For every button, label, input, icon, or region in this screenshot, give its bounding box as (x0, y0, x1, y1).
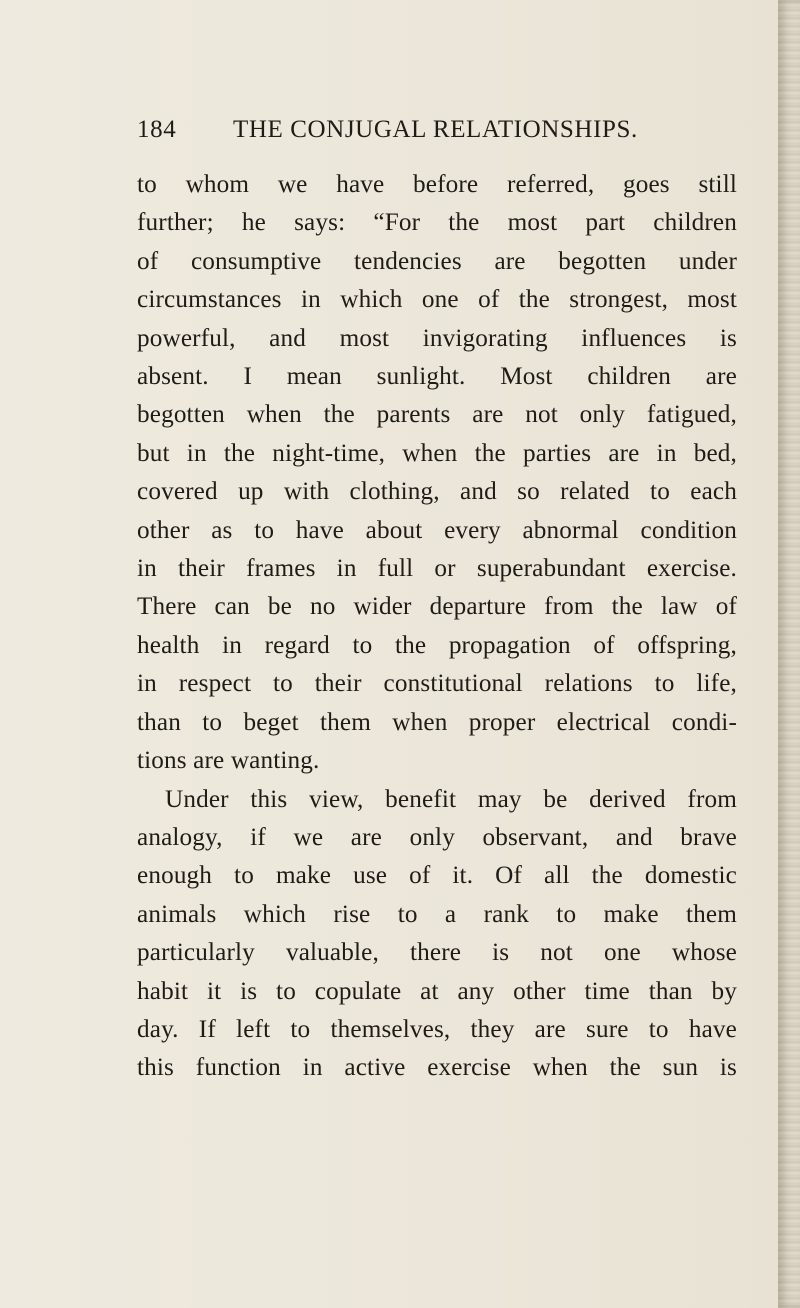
page-edge (778, 0, 800, 1308)
text-line: further; he says: “For the most part children (137, 209, 737, 237)
paragraph-2 (137, 781, 737, 1088)
text-line: than to beget them when proper electrical condi- (137, 708, 737, 736)
body-text (137, 166, 737, 1088)
text-line: begotten when the parents are not only fatigued, (137, 401, 737, 429)
page-number: 184 (137, 116, 177, 143)
text-line: absent. I mean sunlight. Most children are (137, 363, 737, 391)
text-line: of consumptive tendencies are begotten under (137, 247, 737, 275)
text-line: in their frames in full or superabundant exercise. (137, 555, 737, 583)
text-line: circumstances in which one of the strongest, most (137, 286, 737, 314)
text-line: in respect to their constitutional relations to life, (137, 670, 737, 698)
running-title: THE CONJUGAL RELATIONSHIPS. (233, 116, 638, 143)
text-line: health in regard to the propagation of offspring, (137, 631, 737, 659)
text-line: There can be no wider departure from the law of (137, 593, 737, 621)
text-line: enough to make use of it. Of all the domestic (137, 862, 737, 890)
text-line: this function in active exercise when the sun is (137, 1054, 737, 1082)
text-line: analogy, if we are only observant, and brave (137, 823, 737, 851)
text-line: habit it is to copulate at any other time than by (137, 977, 737, 1005)
text-line: Under this view, benefit may be derived from (165, 785, 737, 813)
text-line: particularly valuable, there is not one whose (137, 939, 737, 967)
text-line: animals which rise to a rank to make them (137, 900, 737, 928)
text-line: covered up with clothing, and so related to each (137, 478, 737, 506)
text-line: powerful, and most invigorating influences is (137, 324, 737, 352)
text-line: day. If left to themselves, they are sure to have (137, 1015, 737, 1043)
paragraph-1 (137, 166, 737, 781)
text-line: tions are wanting. (137, 747, 320, 775)
text-line: to whom we have before referred, goes still (137, 171, 737, 198)
text-line: but in the night-time, when the parties are in bed, (137, 439, 737, 467)
running-head (137, 116, 737, 150)
text-line: other as to have about every abnormal condition (137, 516, 737, 544)
